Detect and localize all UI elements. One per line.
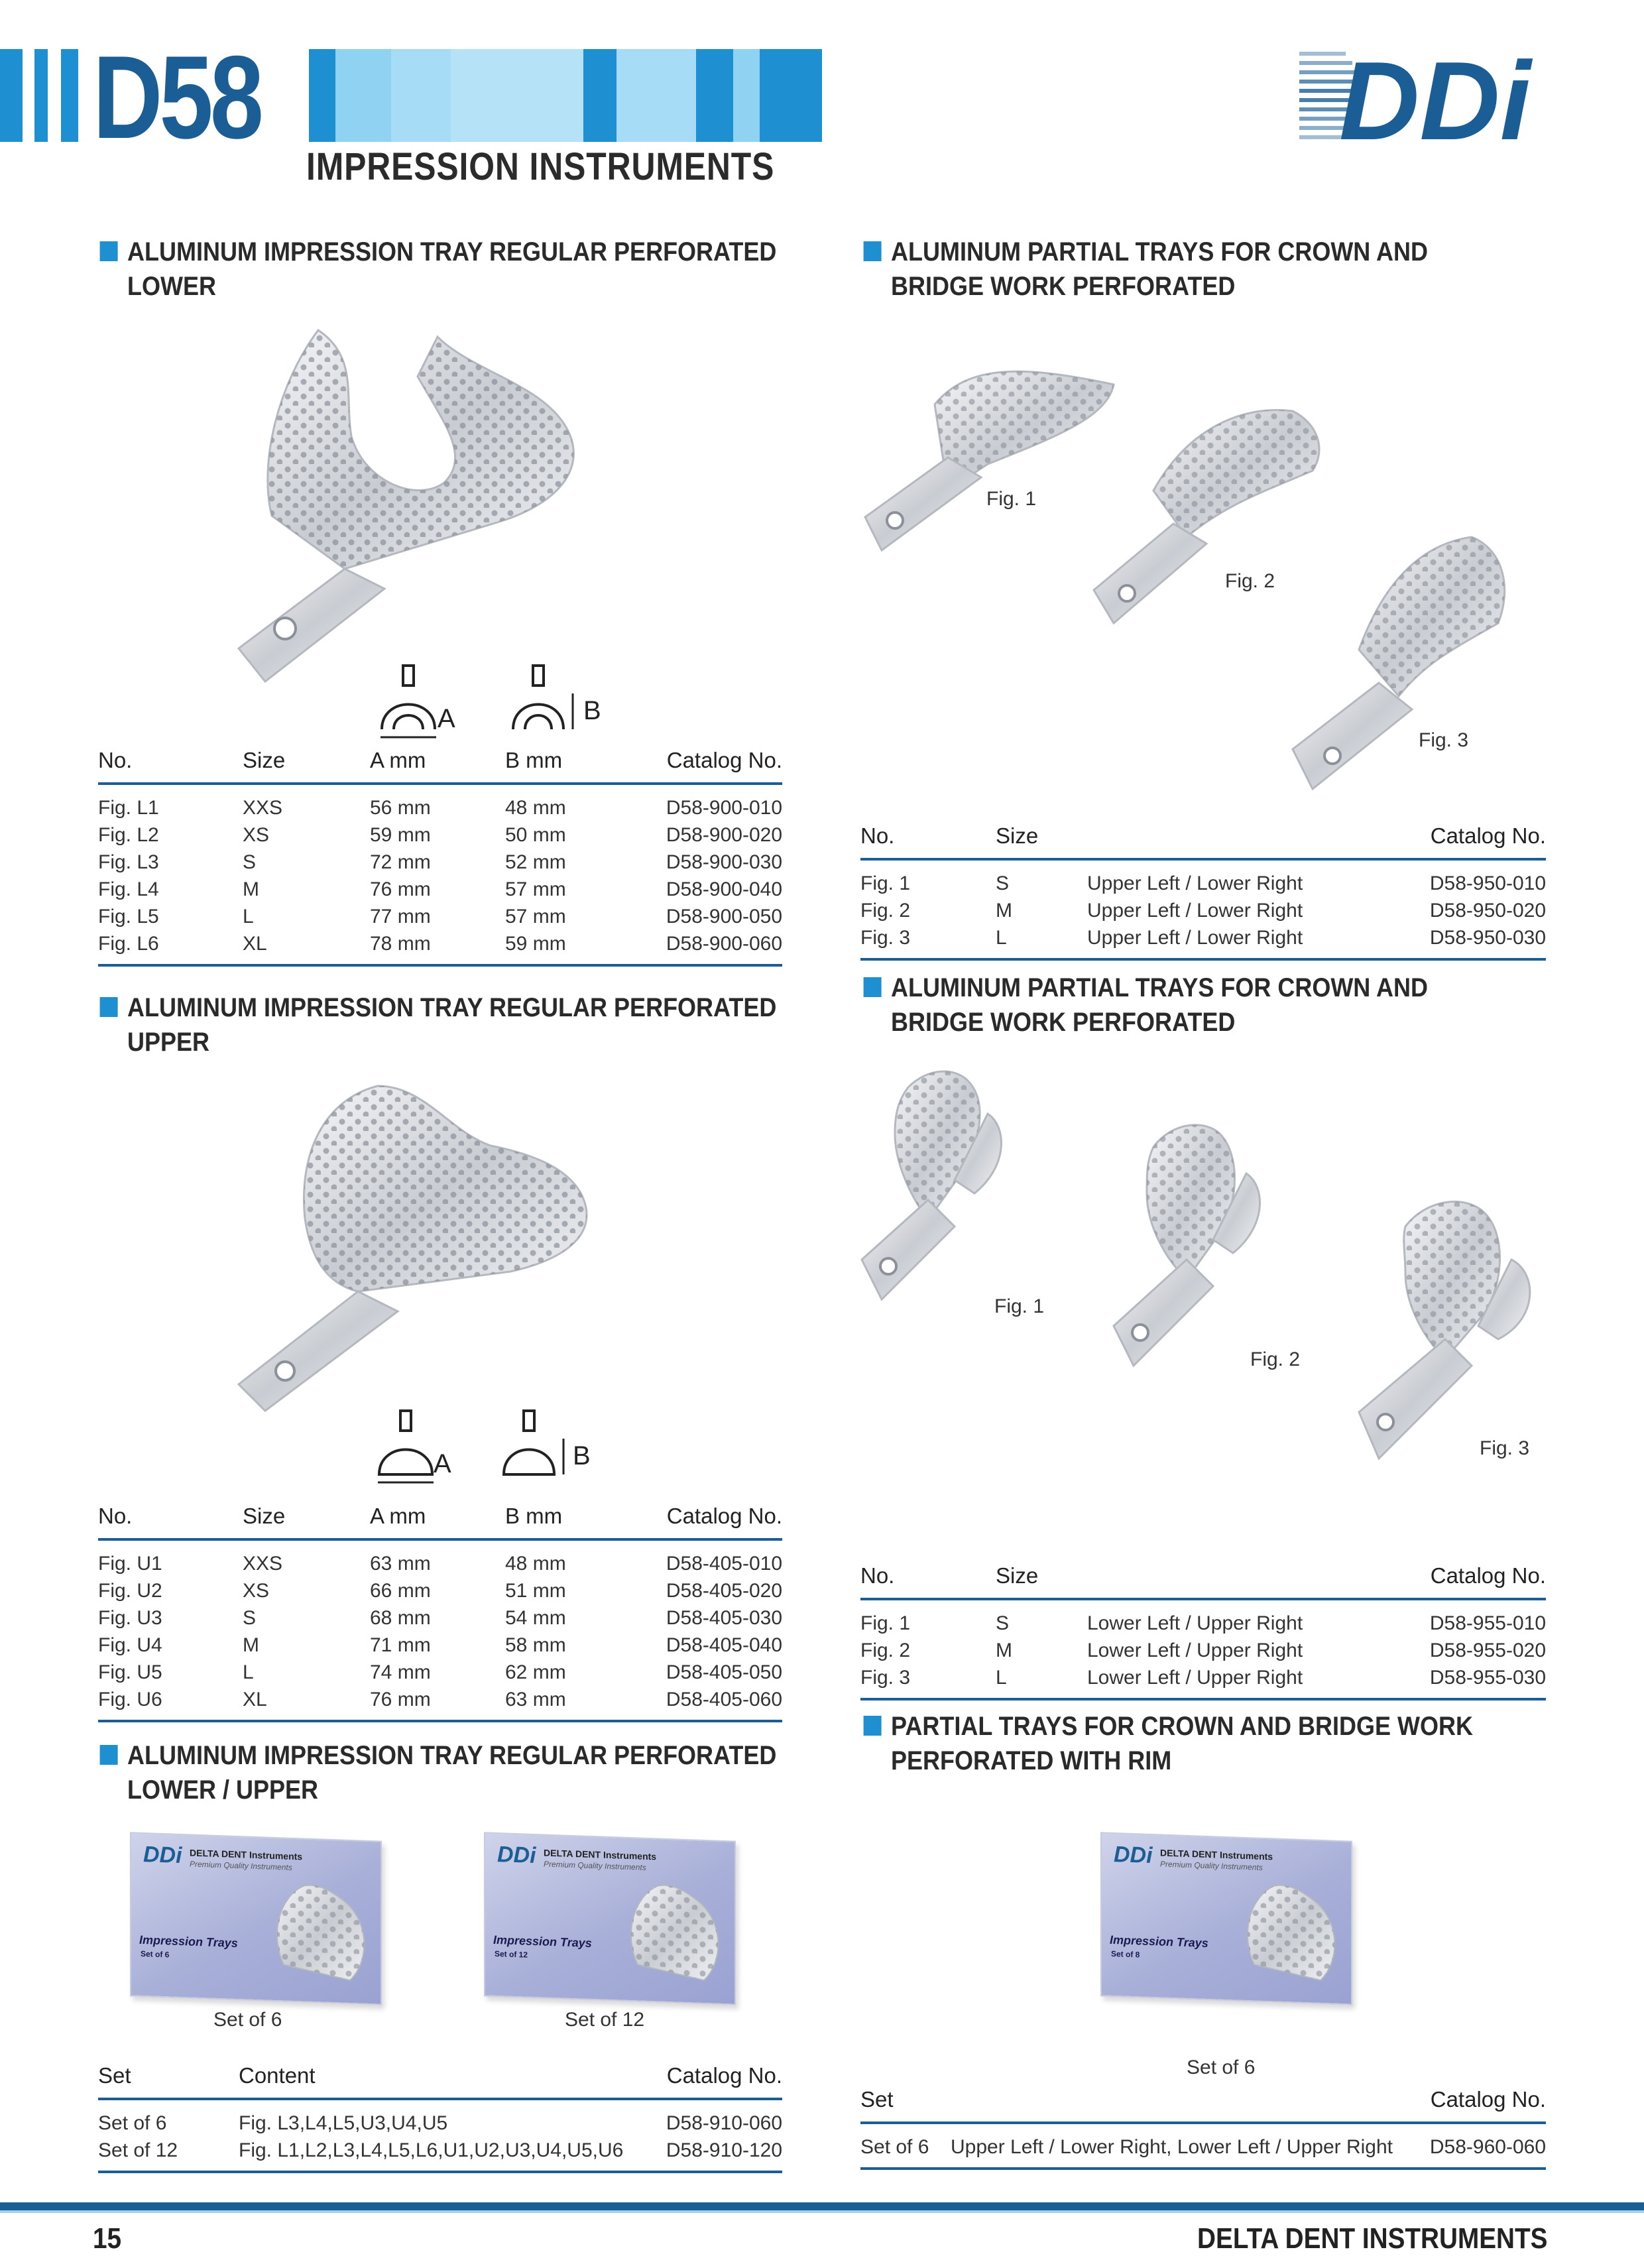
table-row: Fig. 3 L Lower Left / Upper Right D58-955-030 bbox=[860, 1667, 1546, 1689]
box-logo: DDi bbox=[1114, 1842, 1153, 1869]
dimension-a-label: A bbox=[434, 1449, 451, 1478]
table-row: Fig. U2 XS 66 mm 51 mm D58-405-020 bbox=[98, 1580, 782, 1602]
fig-1-label: Fig. 1 bbox=[994, 1295, 1045, 1317]
table-row: Fig. 1 S Upper Left / Lower Right D58-950-010 bbox=[860, 872, 1546, 894]
table-row: Set of 12 Fig. L1,L2,L3,L4,L5,L6,U1,U2,U3,U4,U5,U6 D58-910-120 bbox=[98, 2139, 782, 2161]
bullet-square bbox=[100, 997, 118, 1017]
section-title-rim: PARTIAL TRAYS FOR CROWN AND BRIDGE WORK PERFORATED WITH RIM bbox=[891, 1709, 1494, 1778]
tray-on-box-icon bbox=[618, 1878, 731, 2001]
box-logo: DDi bbox=[497, 1842, 536, 1869]
bullet-square bbox=[864, 977, 882, 997]
dimension-b-label: B bbox=[583, 696, 601, 725]
table-row: Fig. U3 S 68 mm 54 mm D58-405-030 bbox=[98, 1607, 782, 1629]
section-title-sets: ALUMINUM IMPRESSION TRAY REGULAR PERFORATED LOWER / UPPER bbox=[127, 1738, 778, 1807]
fig-2-label: Fig. 2 bbox=[1225, 570, 1275, 592]
page-title: IMPRESSION INSTRUMENTS bbox=[306, 145, 775, 188]
fig-1-label: Fig. 1 bbox=[986, 488, 1037, 510]
page-number: 15 bbox=[93, 2222, 122, 2255]
lower-tray-image bbox=[219, 304, 603, 695]
bullet-square bbox=[864, 241, 882, 261]
set-of-6-caption: Set of 6 bbox=[213, 2009, 282, 2031]
table-row: Fig. 3 L Upper Left / Lower Right D58-950-030 bbox=[860, 927, 1546, 949]
svg-text:DDi: DDi bbox=[1339, 46, 1531, 146]
table-row: Fig. U5 L 74 mm 62 mm D58-405-050 bbox=[98, 1661, 782, 1683]
dimension-b-diagram-upper bbox=[501, 1408, 567, 1481]
partial-trays-table-1: No. Size Catalog No. Fig. 1 S Upper Left / Lower Right D58-950-010 Fig. 2 M Upper Left / Lower Right D58-950-020 Fig. 3 L Upper Left / Lower Right D58-950-030 bbox=[860, 823, 1546, 961]
table-row: Set of 6 Upper Left / Lower Right, Lower Left / Upper Right D58-960-060 bbox=[860, 2136, 1546, 2158]
partial-trays-image-2 bbox=[855, 1061, 1558, 1512]
dimension-a-diagram-lower bbox=[374, 663, 447, 743]
fig-3-label: Fig. 3 bbox=[1419, 729, 1469, 751]
rim-set-caption: Set of 6 bbox=[1187, 2057, 1256, 2078]
fig-3-label: Fig. 3 bbox=[1480, 1437, 1530, 1459]
section-title-lower: ALUMINUM IMPRESSION TRAY REGULAR PERFORATED LOWER bbox=[127, 235, 778, 304]
dimension-b-diagram-lower bbox=[510, 663, 577, 736]
tray-on-box-icon bbox=[1234, 1878, 1347, 2001]
upper-tray-table: No. Size A mm B mm Catalog No. Fig. U1 XXS 63 mm 48 mm D58-405-010 Fig. U2 XS 66 mm 51 mm D58-405-020 Fig. U3 S 68 mm 54 mm D58-405-030 Fig. U4 M 71 mm 58 mm D58-405-040 Fig. U5 L 74 mm 62 mm D58-405-050 Fig. U6 XL 76 mm 63 mm D58-405-060 bbox=[98, 1504, 782, 1722]
footer-brand: DELTA DENT INSTRUMENTS bbox=[1197, 2222, 1547, 2255]
section-title-upper: ALUMINUM IMPRESSION TRAY REGULAR PERFORATED UPPER bbox=[127, 990, 778, 1059]
bullet-square bbox=[864, 1716, 882, 1736]
upper-tray-image bbox=[225, 1073, 623, 1417]
rim-set-table: Set Catalog No. Set of 6 Upper Left / Lower Right, Lower Left / Upper Right D58-960-060 bbox=[860, 2087, 1546, 2170]
dimension-b-label: B bbox=[573, 1441, 591, 1470]
table-row: Fig. U4 M 71 mm 58 mm D58-405-040 bbox=[98, 1634, 782, 1656]
ddi-logo bbox=[1299, 46, 1551, 146]
box-logo: DDi bbox=[143, 1842, 182, 1869]
fig-2-label: Fig. 2 bbox=[1250, 1348, 1301, 1370]
table-row: Fig. 2 M Lower Left / Upper Right D58-955-020 bbox=[860, 1640, 1546, 1661]
section-title-partial-lower-left: ALUMINUM PARTIAL TRAYS FOR CROWN AND BRIDGE WORK PERFORATED bbox=[891, 971, 1494, 1040]
footer-rule-light bbox=[0, 2210, 1644, 2213]
set-of-6-box-image: DDi DELTA DENT Instruments Premium Quality Instruments Impression Trays Set of 6 bbox=[130, 1832, 382, 2005]
table-row: Fig. L1 XXS 56 mm 48 mm D58-900-010 bbox=[98, 797, 782, 819]
table-row: Fig. L2 XS 59 mm 50 mm D58-900-020 bbox=[98, 824, 782, 846]
table-row: Fig. U1 XXS 63 mm 48 mm D58-405-010 bbox=[98, 1553, 782, 1575]
section-title-partial-upper-left: ALUMINUM PARTIAL TRAYS FOR CROWN AND BRIDGE WORK PERFORATED bbox=[891, 235, 1494, 304]
table-row: Fig. U6 XL 76 mm 63 mm D58-405-060 bbox=[98, 1689, 782, 1710]
dimension-a-label: A bbox=[438, 704, 455, 733]
table-row: Fig. L4 M 76 mm 57 mm D58-900-040 bbox=[98, 878, 782, 900]
bullet-square bbox=[100, 1745, 118, 1765]
set-of-12-caption: Set of 12 bbox=[565, 2009, 645, 2031]
tray-on-box-icon bbox=[264, 1878, 377, 2001]
rim-set-box-image: DDi DELTA DENT Instruments Premium Quality Instruments Impression Trays Set of 8 bbox=[1100, 1832, 1352, 2005]
footer-rule bbox=[0, 2202, 1644, 2210]
bullet-square bbox=[100, 241, 118, 261]
table-row: Set of 6 Fig. L3,L4,L5,U3,U4,U5 D58-910-060 bbox=[98, 2112, 782, 2134]
table-row: Fig. L3 S 72 mm 52 mm D58-900-030 bbox=[98, 851, 782, 873]
lower-tray-table: No. Size A mm B mm Catalog No. Fig. L1 XXS 56 mm 48 mm D58-900-010 Fig. L2 XS 59 mm 50 mm D58-900-020 Fig. L3 S 72 mm 52 mm D58-900-030 Fig. L4 M 76 mm 57 mm D58-900-040 Fig. L5 L 77 mm 57 mm D58-900-050 Fig. L6 XL 78 mm 59 mm D58-900-060 bbox=[98, 748, 782, 967]
table-row: Fig. 1 S Lower Left / Upper Right D58-955-010 bbox=[860, 1612, 1546, 1634]
catalog-section-code: D58 bbox=[93, 31, 261, 163]
table-row: Fig. 2 M Upper Left / Lower Right D58-950-020 bbox=[860, 900, 1546, 922]
set-of-12-box-image: DDi DELTA DENT Instruments Premium Quality Instruments Impression Trays Set of 12 bbox=[484, 1832, 736, 2005]
table-row: Fig. L5 L 77 mm 57 mm D58-900-050 bbox=[98, 906, 782, 927]
partial-trays-table-2: No. Size Catalog No. Fig. 1 S Lower Left / Upper Right D58-955-010 Fig. 2 M Lower Left / Upper Right D58-955-020 Fig. 3 L Lower Left / Upper Right D58-955-030 bbox=[860, 1563, 1546, 1701]
sets-table: Set Content Catalog No. Set of 6 Fig. L3,L4,L5,U3,U4,U5 D58-910-060 Set of 12 Fig. L1,L2,L3,L4,L5,L6,U1,U2,U3,U4,U5,U6 D58-910-120 bbox=[98, 2063, 782, 2173]
table-row: Fig. L6 XL 78 mm 59 mm D58-900-060 bbox=[98, 933, 782, 955]
